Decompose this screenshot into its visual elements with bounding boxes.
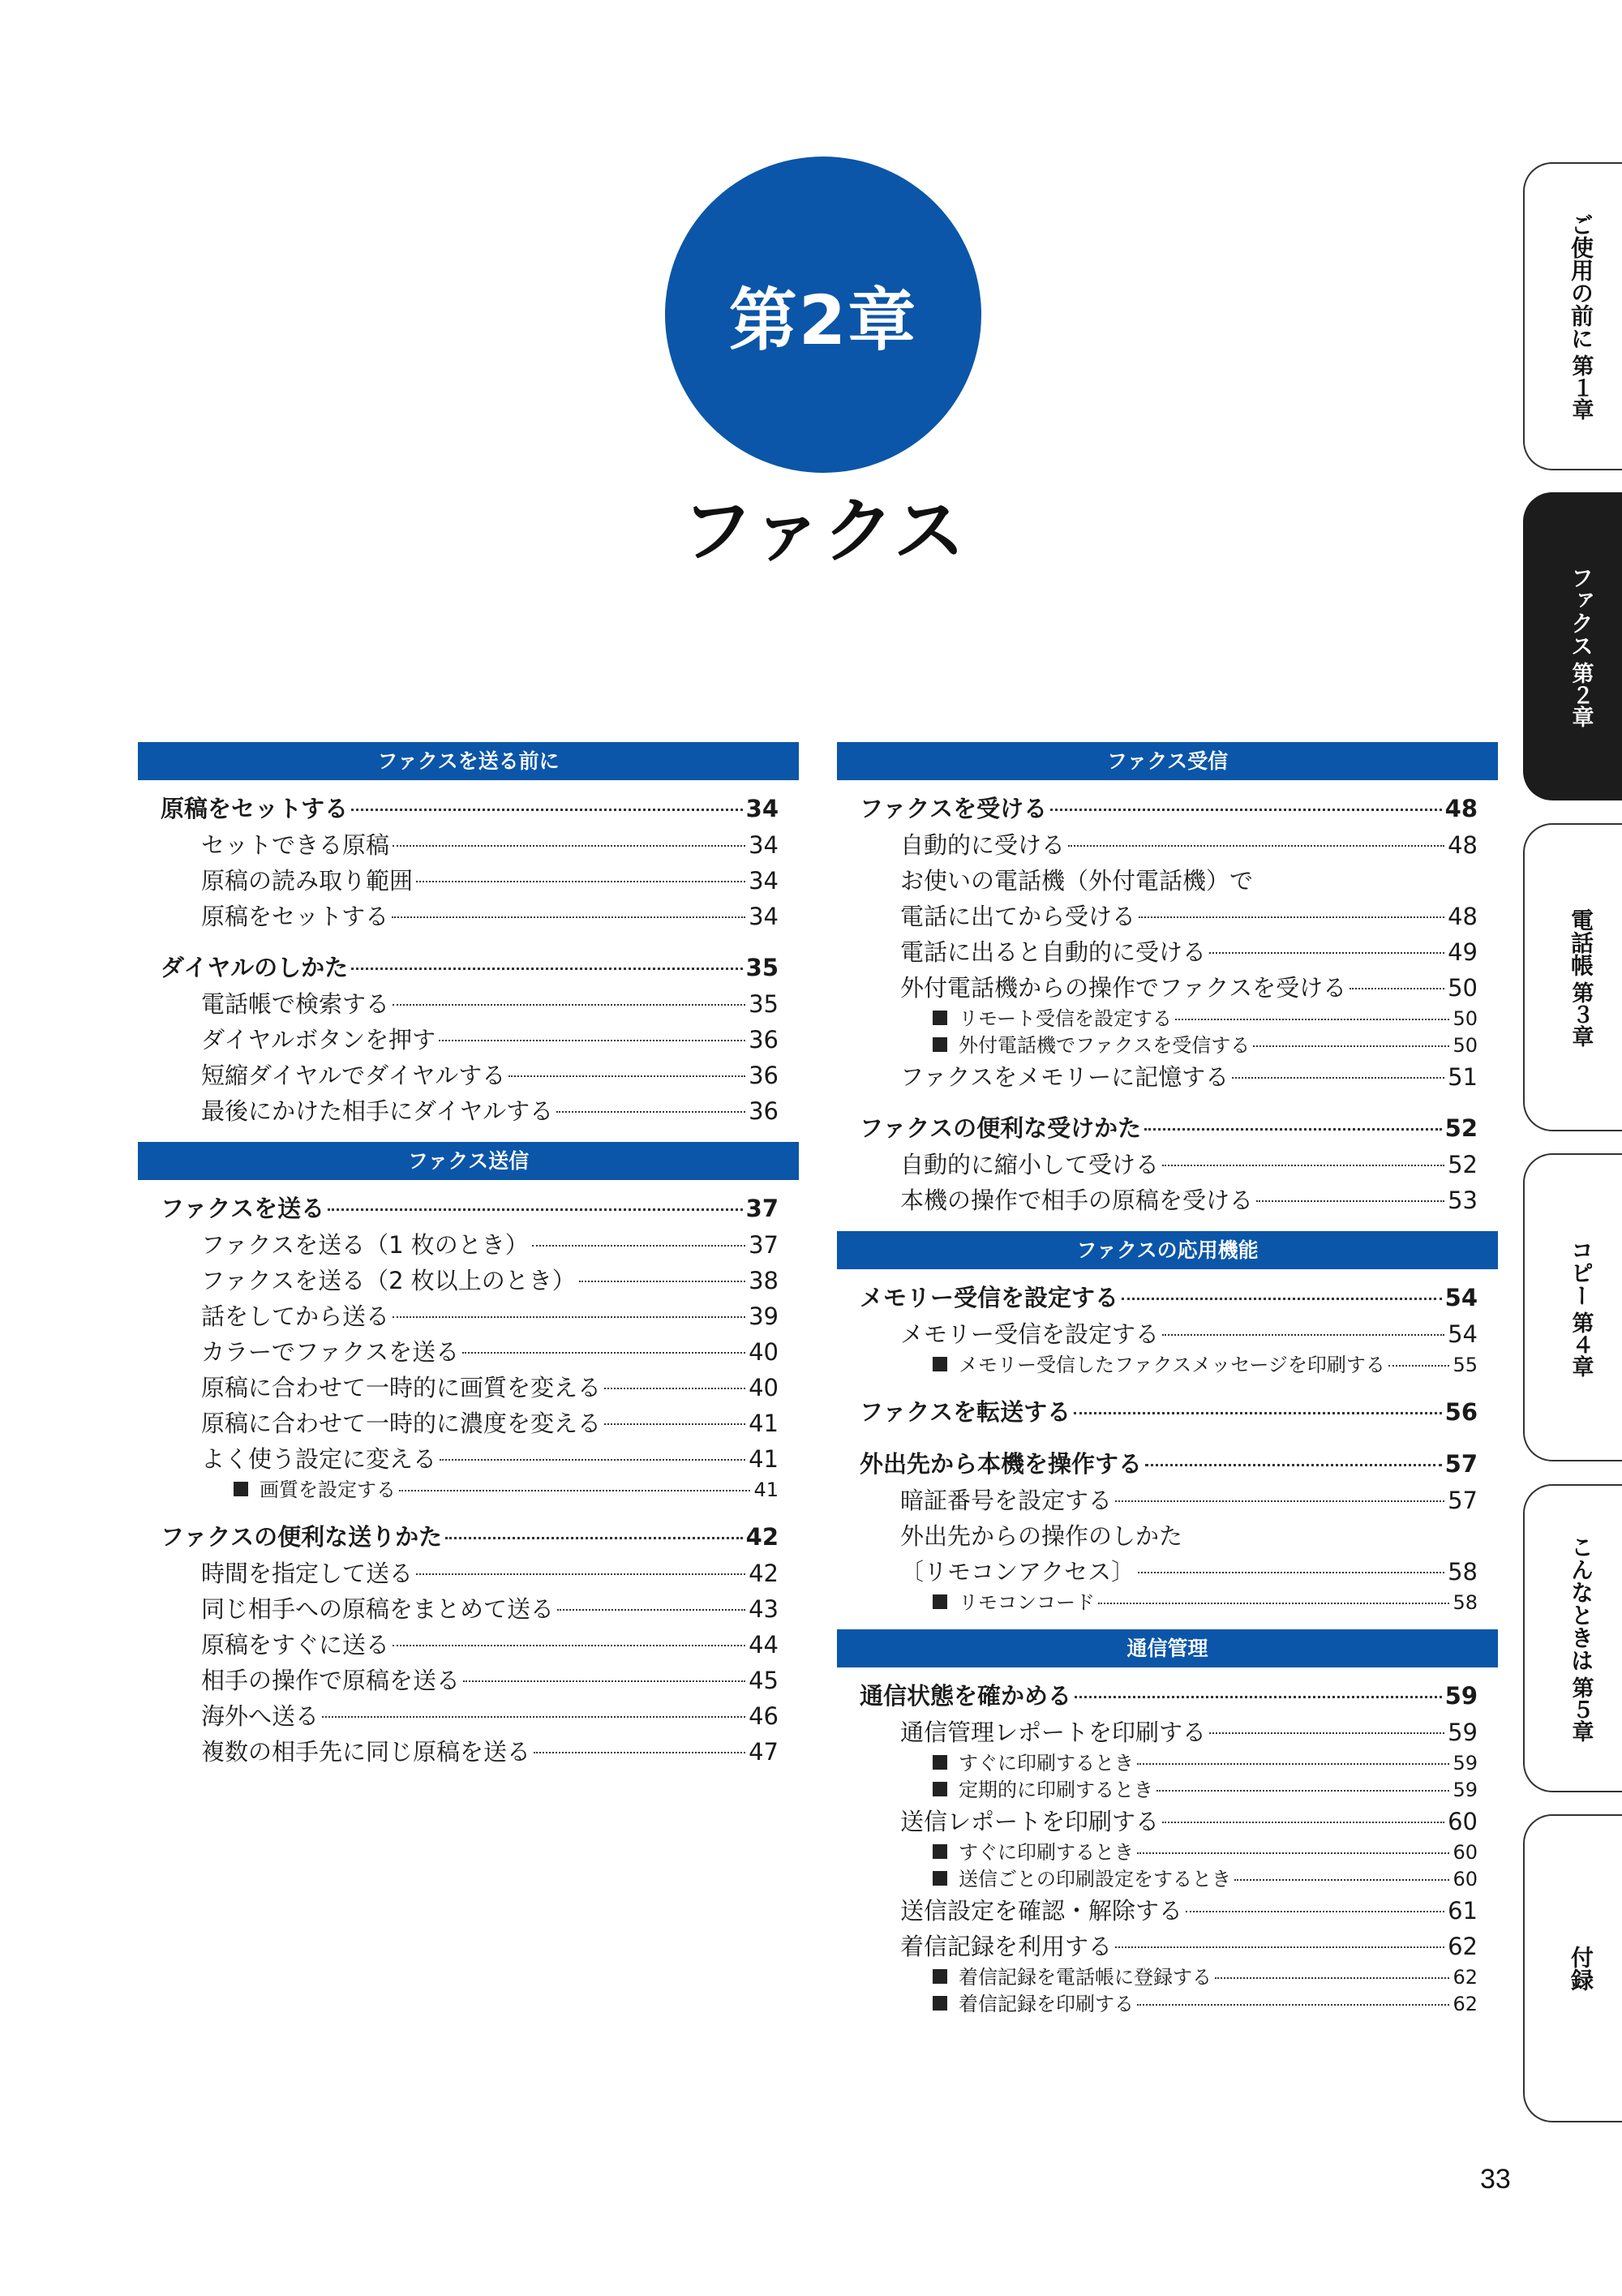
toc-entry[interactable] [138,1734,799,1770]
toc-page-number: 58 [1453,1591,1478,1614]
dot-leader [1137,1763,1449,1765]
dot-leader [508,1075,745,1077]
dot-leader [1050,809,1442,811]
toc-page-number: 50 [1453,1007,1478,1030]
toc-entry-title: メモリー受信したファクスメッセージを印刷する [959,1354,1385,1376]
toc-left-column [138,742,799,1783]
dot-leader [534,1752,745,1753]
square-bullet-icon [933,1844,947,1859]
chapter-tab-name: コピー [1568,1238,1594,1307]
toc-page-number: 62 [1453,1993,1478,2015]
dot-leader [1186,1911,1444,1912]
toc-page-number: 55 [1453,1354,1478,1376]
square-bullet-icon [234,1482,248,1496]
toc-entry-title: ファクスを送る（1 枚のとき） [201,1231,529,1259]
dot-leader [1232,1077,1444,1079]
toc-entry[interactable] [837,1518,1498,1554]
toc-subentry[interactable] [837,1590,1498,1616]
toc-entry-title: 短縮ダイヤルでダイヤルする [201,1062,506,1089]
square-bullet-icon [933,1996,947,2011]
toc-page-number: 41 [753,1478,779,1501]
toc-entry[interactable] [837,1316,1498,1352]
dot-leader [392,916,745,918]
dot-leader [1144,1128,1442,1131]
toc-entry-title: 複数の相手先に同じ原稿を送る [201,1738,531,1766]
toc-page-number: 52 [1444,1114,1478,1142]
toc-page-number: 51 [1448,1063,1478,1091]
toc-entry[interactable] [138,1627,799,1663]
toc-page-number: 46 [749,1702,779,1730]
toc-entry[interactable] [837,827,1498,863]
chapter-tab-name: 電話帳 [1568,908,1594,976]
dot-leader [1162,1334,1444,1336]
toc-page-number: 44 [749,1631,779,1659]
dot-leader [1139,916,1444,918]
toc-page-number: 38 [749,1267,779,1294]
toc-subentry[interactable] [837,1991,1498,2018]
toc-page-number: 48 [1444,795,1478,822]
toc-entry-title: 同じ相手への原稿をまとめて送る [201,1595,555,1623]
toc-page-number: 39 [749,1302,779,1330]
toc-page-number: 59 [1444,1682,1478,1710]
dot-leader [1350,988,1444,989]
toc-entry-title: ダイヤルボタンを押す [201,1026,436,1054]
dot-leader [1256,1200,1444,1202]
toc-page-number: 62 [1453,1966,1478,1989]
chapter-tab-number: 第５章 [1568,1676,1594,1742]
toc-page-number: 61 [1448,1897,1478,1925]
toc-entry-title: カラーでファクスを送る [201,1338,460,1366]
dot-leader [1115,1946,1444,1948]
toc-entry[interactable] [837,1182,1498,1218]
toc-page-number: 53 [1448,1187,1478,1214]
chapter-tab-label [1525,164,1622,469]
chapter-tab[interactable] [1523,1814,1622,2122]
toc-heading-entry[interactable] [837,1677,1498,1714]
toc-entry-title: 送信設定を確認・解除する [900,1897,1183,1925]
toc-heading-entry[interactable] [138,790,799,827]
dot-leader [1209,952,1444,954]
toc-entry-title: 定期的に印刷するとき [959,1779,1153,1801]
toc-entry[interactable] [837,899,1498,934]
toc-entry-title: すぐに印刷するとき [959,1752,1134,1775]
toc-page-number: 54 [1444,1284,1478,1311]
toc-page-number: 35 [749,990,779,1018]
toc-heading-entry[interactable] [837,1279,1498,1316]
toc-entry[interactable] [138,827,799,863]
toc-entry[interactable] [837,970,1498,1006]
chapter-tab-label [1525,1486,1622,1791]
toc-entry-title: 電話に出てから受ける [900,903,1136,930]
toc-page-number: 52 [1448,1151,1478,1178]
toc-entry-title: 着信記録を印刷する [959,1993,1134,2015]
toc-entry-title: よく使う設定に変える [201,1445,437,1473]
toc-page-number: 42 [745,1523,779,1551]
chapter-tab-name: 付録 [1568,1946,1594,1991]
toc-entry-title: 送信ごとの印刷設定をするとき [959,1868,1231,1890]
dot-leader [1215,1977,1449,1979]
section-header: ファクス受信 [837,742,1498,780]
toc-entry-title: 原稿に合わせて一時的に濃度を変える [201,1410,602,1437]
toc-page-number: 34 [749,831,779,859]
toc-entry[interactable] [138,986,799,1022]
toc-subentry[interactable] [837,1866,1498,1893]
square-bullet-icon [933,1594,947,1609]
toc-heading-entry[interactable] [837,1393,1498,1431]
toc-heading-entry[interactable] [138,1190,799,1227]
toc-entry-title: 電話帳で検索する [201,990,390,1018]
dot-leader [445,1537,743,1539]
dot-leader [1175,1019,1449,1020]
toc-page-number: 57 [1444,1450,1478,1478]
toc-entry-list [138,780,799,1142]
section-header: 通信管理 [837,1629,1498,1667]
dot-leader [556,1111,745,1113]
toc-page-number: 35 [745,954,779,981]
dot-leader [557,1609,745,1611]
toc-page-number: 60 [1453,1868,1478,1890]
toc-entry-title: リモコンコード [959,1591,1095,1614]
dot-leader [393,1004,745,1006]
dot-leader [1115,1500,1444,1502]
toc-entry-title: 外付電話機からの操作でファクスを受ける [900,974,1347,1002]
chapter-tab-name: こんなときは [1568,1534,1594,1672]
dot-leader [393,845,745,847]
dot-leader [393,1645,745,1646]
toc-entry[interactable] [837,934,1498,970]
square-bullet-icon [933,1357,947,1371]
dot-leader [1388,1365,1450,1367]
toc-entry[interactable] [138,1227,799,1263]
dot-leader [532,1245,745,1247]
toc-page-number: 60 [1453,1841,1478,1864]
toc-entry-title: 外出先からの操作のしかた [900,1522,1183,1550]
toc-entry-title: 通信管理レポートを印刷する [900,1719,1207,1746]
dot-leader [416,881,745,882]
dot-leader [322,1716,745,1718]
section-header: ファクスを送る前に [138,742,799,780]
toc-subentry[interactable] [138,1477,799,1504]
dot-leader [416,1573,745,1575]
toc-page-number: 43 [749,1595,779,1623]
toc-subentry[interactable] [837,1750,1498,1777]
toc-entry[interactable] [837,863,1498,899]
toc-page-number: 60 [1448,1808,1478,1835]
toc-entry-title: 時間を指定して送る [201,1560,414,1587]
toc-heading-entry[interactable] [837,790,1498,827]
chapter-tab-number: 第４章 [1568,1311,1594,1377]
dot-leader [579,1281,745,1282]
toc-page-number: 48 [1448,903,1478,930]
toc-subentry[interactable] [837,1839,1498,1866]
toc-entry[interactable] [138,1022,799,1058]
square-bullet-icon [933,1011,947,1025]
dot-leader [604,1423,745,1425]
toc-entry[interactable] [837,1714,1498,1750]
dot-leader [1253,1045,1449,1047]
dot-leader [1075,1696,1442,1698]
toc-subentry[interactable] [837,1777,1498,1804]
chapter-tab-label [1525,825,1622,1130]
chapter-tab-number: 第１章 [1568,354,1594,420]
toc-entry-title: 自動的に縮小して受ける [900,1151,1160,1178]
toc-page-number: 34 [749,903,779,930]
dot-leader [351,968,743,970]
toc-entry-title: 話をしてから送る [201,1302,390,1330]
toc-entry[interactable] [138,1556,799,1591]
toc-heading-entry[interactable] [138,949,799,986]
toc-page-number: 42 [749,1560,779,1587]
toc-entry[interactable] [138,1405,799,1441]
chapter-tab-number: 第３章 [1568,981,1594,1047]
section-header: ファクス送信 [138,1142,799,1180]
toc-entry-list [837,780,1498,1231]
toc-entry[interactable] [138,1093,799,1129]
toc-entry-title: 相手の操作で原稿を送る [201,1667,461,1694]
toc-entry-title: ファクスを転送する [860,1398,1071,1426]
square-bullet-icon [933,1755,947,1770]
toc-page-number: 58 [1448,1558,1478,1586]
toc-entry-title: 最後にかけた相手にダイヤルする [201,1097,554,1125]
dot-leader [462,1352,745,1354]
toc-entry[interactable] [138,1263,799,1298]
dot-leader [604,1388,745,1389]
toc-page-number: 59 [1448,1719,1478,1746]
dot-leader [1098,1603,1449,1604]
toc-page-number: 57 [1448,1487,1478,1514]
dot-leader [1122,1298,1442,1300]
toc-entry-title: 外出先から本機を操作する [860,1450,1143,1478]
toc-entry[interactable] [837,1554,1498,1590]
toc-entry-list [837,1667,1498,2031]
toc-page-number: 37 [749,1231,779,1259]
toc-page-number: 34 [745,795,779,822]
toc-entry-title: ファクスを送る [161,1195,325,1222]
toc-entry-title: メモリー受信を設定する [900,1320,1160,1348]
toc-entry-title: 着信記録を電話帳に登録する [959,1966,1212,1989]
toc-entry-title: ファクスの便利な送りかた [161,1523,443,1551]
chapter-tab-label [1525,494,1622,799]
toc-heading-entry[interactable] [837,1445,1498,1483]
dot-leader [399,1490,750,1491]
chapter-badge [665,157,981,473]
chapter-tab[interactable] [1523,492,1622,800]
dot-leader [1145,1464,1442,1466]
toc-page-number: 45 [749,1667,779,1694]
dot-leader [439,1040,745,1041]
toc-page-number: 40 [749,1338,779,1366]
chapter-tab[interactable] [1523,162,1622,470]
toc-entry[interactable] [837,1929,1498,1964]
square-bullet-icon [933,1037,947,1052]
toc-entry-title: 外付電話機でファクスを受信する [959,1034,1251,1057]
toc-entry-title: 暗証番号を設定する [900,1487,1113,1514]
toc-entry-title: 海外へ送る [201,1702,320,1730]
dot-leader [1209,1732,1444,1734]
dot-leader [1137,2004,1449,2006]
toc-page-number: 36 [749,1026,779,1054]
toc-entry-title: 送信レポートを印刷する [900,1808,1160,1835]
chapter-tab[interactable] [1523,1484,1622,1792]
chapter-tab-label [1525,1816,1622,2121]
dot-leader [463,1680,745,1682]
toc-entry[interactable] [138,863,799,899]
toc-page-number: 49 [1448,938,1478,966]
toc-entry-title: 〔リモコンアクセス〕 [900,1558,1135,1586]
toc-right-column [837,742,1498,2031]
dot-leader [1138,1572,1444,1573]
toc-entry[interactable] [138,1698,799,1734]
toc-entry[interactable] [138,1370,799,1405]
toc-entry[interactable] [837,1804,1498,1839]
toc-page-number: 34 [749,867,779,895]
toc-page-number: 36 [749,1097,779,1125]
toc-entry-title: 原稿をすぐに送る [201,1631,390,1659]
chapter-tab[interactable] [1523,823,1622,1131]
toc-subentry[interactable] [837,1006,1498,1032]
toc-entry[interactable] [138,1441,799,1477]
toc-entry-title: 原稿をセットする [201,903,389,930]
toc-entry-title: 原稿をセットする [161,795,349,822]
toc-entry[interactable] [138,899,799,934]
toc-entry[interactable] [138,1058,799,1093]
dot-leader [1156,1790,1449,1792]
toc-entry-title: すぐに印刷するとき [959,1841,1134,1864]
toc-page-number: 62 [1448,1933,1478,1960]
toc-page-number: 40 [749,1374,779,1401]
toc-page-number: 59 [1453,1779,1478,1801]
toc-page-number: 50 [1448,974,1478,1002]
toc-entry-list [837,1269,1498,1629]
chapter-tab-number: 第２章 [1568,661,1594,727]
toc-heading-entry[interactable] [837,1109,1498,1147]
dot-leader [440,1459,745,1461]
chapter-tab[interactable] [1523,1153,1622,1461]
toc-page-number: 54 [1448,1320,1478,1348]
toc-entry-title: ファクスをメモリーに記憶する [900,1063,1229,1091]
toc-entry-title: 自動的に受ける [900,831,1066,859]
toc-entry-title: 原稿の読み取り範囲 [201,867,414,895]
toc-page-number: 47 [749,1738,779,1766]
square-bullet-icon [933,1969,947,1984]
toc-entry-title: 原稿に合わせて一時的に画質を変える [201,1374,602,1401]
toc-page-number: 59 [1453,1752,1478,1775]
chapter-tab-name: ファクス [1568,565,1594,657]
chapter-badge-label: 第2章 [728,280,918,360]
chapter-tab-label [1525,1155,1622,1460]
chapter-title: ファクス [681,489,965,573]
toc-entry-title: 通信状態を確かめる [860,1682,1072,1710]
toc-page-number: 50 [1453,1034,1478,1057]
dot-leader [1162,1165,1444,1166]
dot-leader [1162,1822,1444,1823]
toc-subentry[interactable] [837,1032,1498,1059]
dot-leader [1074,1412,1442,1414]
toc-subentry[interactable] [837,1964,1498,1991]
toc-entry[interactable] [138,1663,799,1698]
toc-entry[interactable] [138,1334,799,1370]
toc-entry[interactable] [837,1893,1498,1929]
toc-page-number: 37 [745,1195,779,1222]
toc-page-number: 48 [1448,831,1478,859]
page-number: 33 [1480,2164,1511,2195]
chapter-tab-name: ご使用の前に [1568,212,1594,350]
toc-page-number: 41 [749,1445,779,1473]
toc-entry-title: リモート受信を設定する [959,1007,1173,1030]
square-bullet-icon [933,1871,947,1886]
dot-leader [393,1316,745,1318]
dot-leader [351,809,743,811]
square-bullet-icon [933,1782,947,1796]
toc-entry-title: ファクスを受ける [860,795,1048,822]
toc-subentry[interactable] [837,1352,1498,1379]
toc-entry-title: ファクスを送る（2 枚以上のとき） [201,1267,576,1294]
toc-entry-title: セットできる原稿 [201,831,390,859]
dot-leader [1137,1852,1449,1854]
toc-page-number: 41 [749,1410,779,1437]
toc-entry-title: 着信記録を利用する [900,1933,1113,1960]
toc-entry[interactable] [837,1147,1498,1182]
dot-leader [1068,845,1444,847]
toc-entry[interactable] [138,1591,799,1627]
toc-entry-title: 電話に出ると自動的に受ける [900,938,1207,966]
toc-entry-title: ダイヤルのしかた [161,954,349,981]
toc-entry-list [138,1180,799,1783]
toc-heading-entry[interactable] [138,1518,799,1556]
toc-page-number: 36 [749,1062,779,1089]
toc-page-number: 56 [1444,1398,1478,1426]
toc-entry-title: 本機の操作で相手の原稿を受ける [900,1187,1254,1214]
dot-leader [1234,1879,1449,1881]
toc-entry[interactable] [138,1298,799,1334]
dot-leader [328,1208,743,1211]
toc-entry-title: メモリー受信を設定する [860,1284,1119,1311]
section-header: ファクスの応用機能 [837,1231,1498,1269]
toc-entry[interactable] [837,1059,1498,1095]
toc-entry-title: お使いの電話機（外付電話機）で [900,867,1254,895]
toc-entry-title: 画質を設定する [260,1478,396,1501]
toc-entry[interactable] [837,1483,1498,1518]
toc-entry-title: ファクスの便利な受けかた [860,1114,1142,1142]
